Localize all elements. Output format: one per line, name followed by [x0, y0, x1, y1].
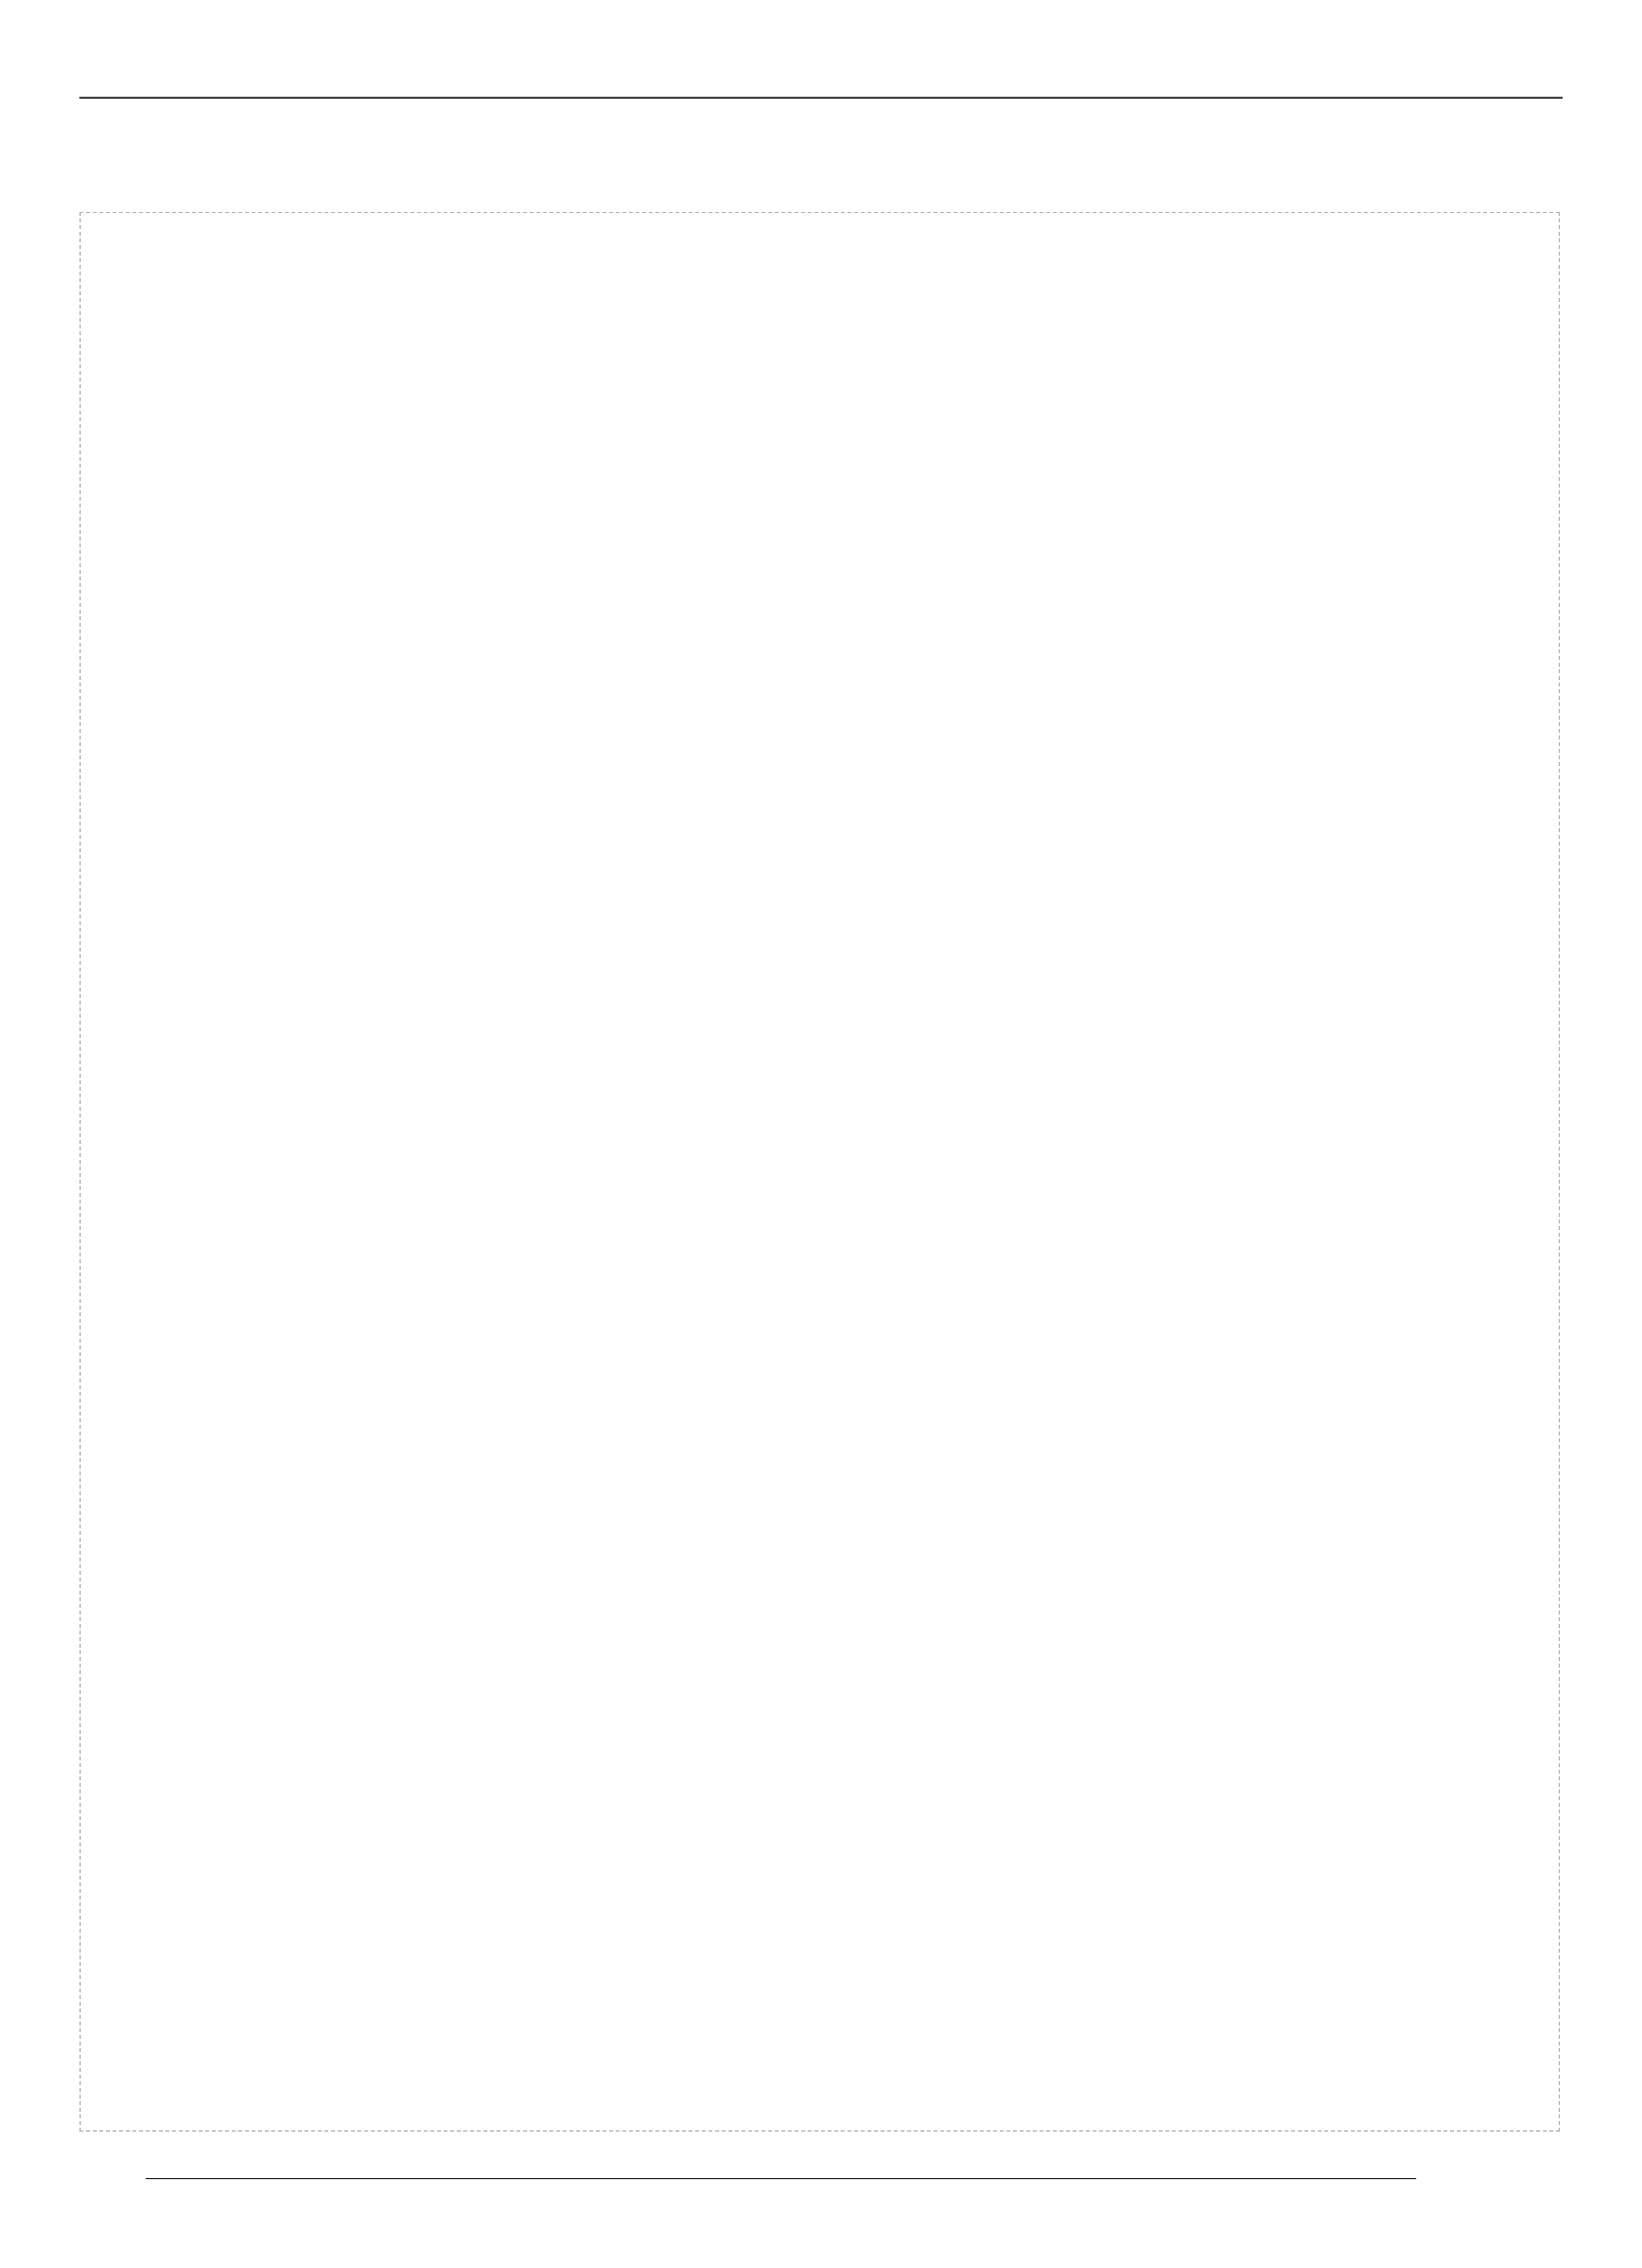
content-placeholder: [79, 212, 1560, 2132]
footer-divider: [146, 2178, 1416, 2179]
page-header: [79, 60, 1563, 99]
